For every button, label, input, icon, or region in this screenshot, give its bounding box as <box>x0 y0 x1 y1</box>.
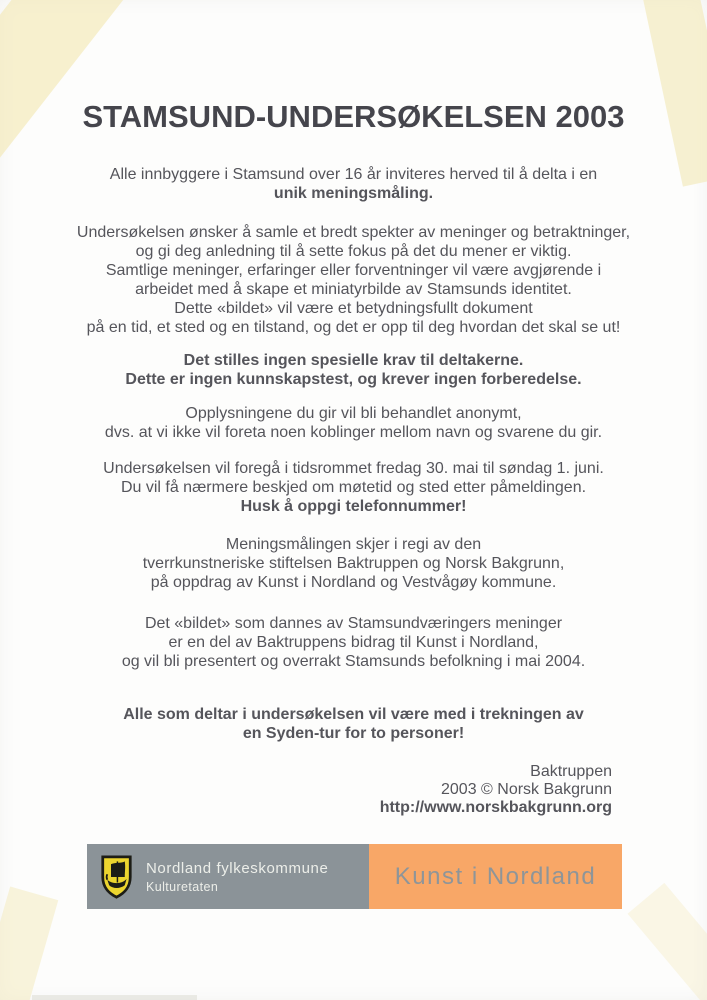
paragraph-line-bold: Dette er ingen kunnskapstest, og krever ingen forberedelse. <box>125 371 582 388</box>
anonymity-paragraph <box>0 404 707 442</box>
paragraph-line: Det «bildet» som dannes av Stamsundværingers meninger <box>144 615 563 632</box>
signature-name: Baktruppen <box>530 763 612 780</box>
paragraph-line: Alle innbyggere i Stamsund over 16 år inviteres herved til å delta i en <box>109 166 598 183</box>
paragraph-line: er en del av Baktruppens bidrag til Kunst i Nordland, <box>168 634 539 651</box>
page-title: STAMSUND-UNDERSØKELSEN 2003 <box>82 99 625 134</box>
signature-url: http://www.norskbakgrunn.org <box>379 799 612 816</box>
scan-edge-smudge <box>32 995 197 1000</box>
paragraph-line: Meningsmålingen skjer i regi av den <box>225 536 482 553</box>
result-paragraph <box>0 614 707 671</box>
county-text-block <box>146 860 328 894</box>
paragraph-line: Du vil få nærmere beskjed om møtetid og sted etter påmeldingen. <box>120 479 587 496</box>
paragraph-line: Undersøkelsen ønsker å samle et bredt spekter av meninger og betraktninger, <box>76 224 631 241</box>
paragraph-line-bold: Alle som deltar i undersøkelsen vil være med i trekningen av <box>123 706 584 723</box>
paragraph-line: Undersøkelsen vil foregå i tidsrommet fredag 30. mai til søndag 1. juni. <box>103 460 604 477</box>
county-org-name: Nordland fylkeskommune <box>146 859 329 877</box>
paragraph-line: arbeidet med å skape et miniatyrbilde av Stamsunds identitet. <box>135 281 572 298</box>
footer-logo-bar <box>87 844 622 909</box>
paragraph-line: tverrkunstneriske stiftelsen Baktruppen og Norsk Bakgrunn, <box>142 555 565 572</box>
paragraph-line: på oppdrag av Kunst i Nordland og Vestvågøy kommune. <box>150 574 557 591</box>
kunst-i-nordland-banner <box>369 844 622 909</box>
paragraph-line-bold: en Syden-tur for to personer! <box>242 725 465 742</box>
kunst-i-nordland-label: Kunst i Nordland <box>394 862 597 890</box>
paragraph-line: Samtlige meninger, erfaringer eller forventninger vil være avgjørende i <box>105 262 602 279</box>
prize-paragraph <box>0 705 707 743</box>
paragraph-line: og vil bli presentert og overrakt Stamsunds befolkning i mai 2004. <box>121 653 586 670</box>
paragraph-line: Dette «bildet» vil være et betydningsfullt dokument <box>174 300 533 317</box>
paragraph-line: og gi deg anledning til å sette fokus på det du mener er viktig. <box>135 243 572 260</box>
about-paragraph <box>0 223 707 337</box>
organizers-paragraph <box>0 535 707 592</box>
requirements-paragraph <box>0 351 707 389</box>
signature-copyright: 2003 © Norsk Bakgrunn <box>441 781 612 798</box>
paragraph-line-bold: unik meningsmåling. <box>273 185 434 202</box>
nordland-coat-of-arms-icon <box>100 854 133 900</box>
paragraph-line: dvs. at vi ikke vil foreta noen koblinger mellom navn og svarene du gir. <box>104 424 603 441</box>
tape-mark-bottom-left <box>0 887 58 1000</box>
schedule-paragraph <box>0 459 707 516</box>
tape-mark-bottom-right <box>628 883 707 1000</box>
paragraph-line-bold: Det stilles ingen spesielle krav til deltakerne. <box>183 352 524 369</box>
intro-paragraph <box>0 165 707 203</box>
county-dept-name: Kulturetaten <box>146 879 219 894</box>
paragraph-line: Opplysningene du gir vil bli behandlet anonymt, <box>185 405 522 422</box>
nordland-county-logo-box <box>87 844 369 909</box>
paragraph-line-bold: Husk å oppgi telefonnummer! <box>240 498 467 515</box>
paragraph-line: på en tid, et sted og en tilstand, og det er opp til deg hvordan det skal se ut! <box>86 319 621 336</box>
signature-block <box>0 763 612 817</box>
